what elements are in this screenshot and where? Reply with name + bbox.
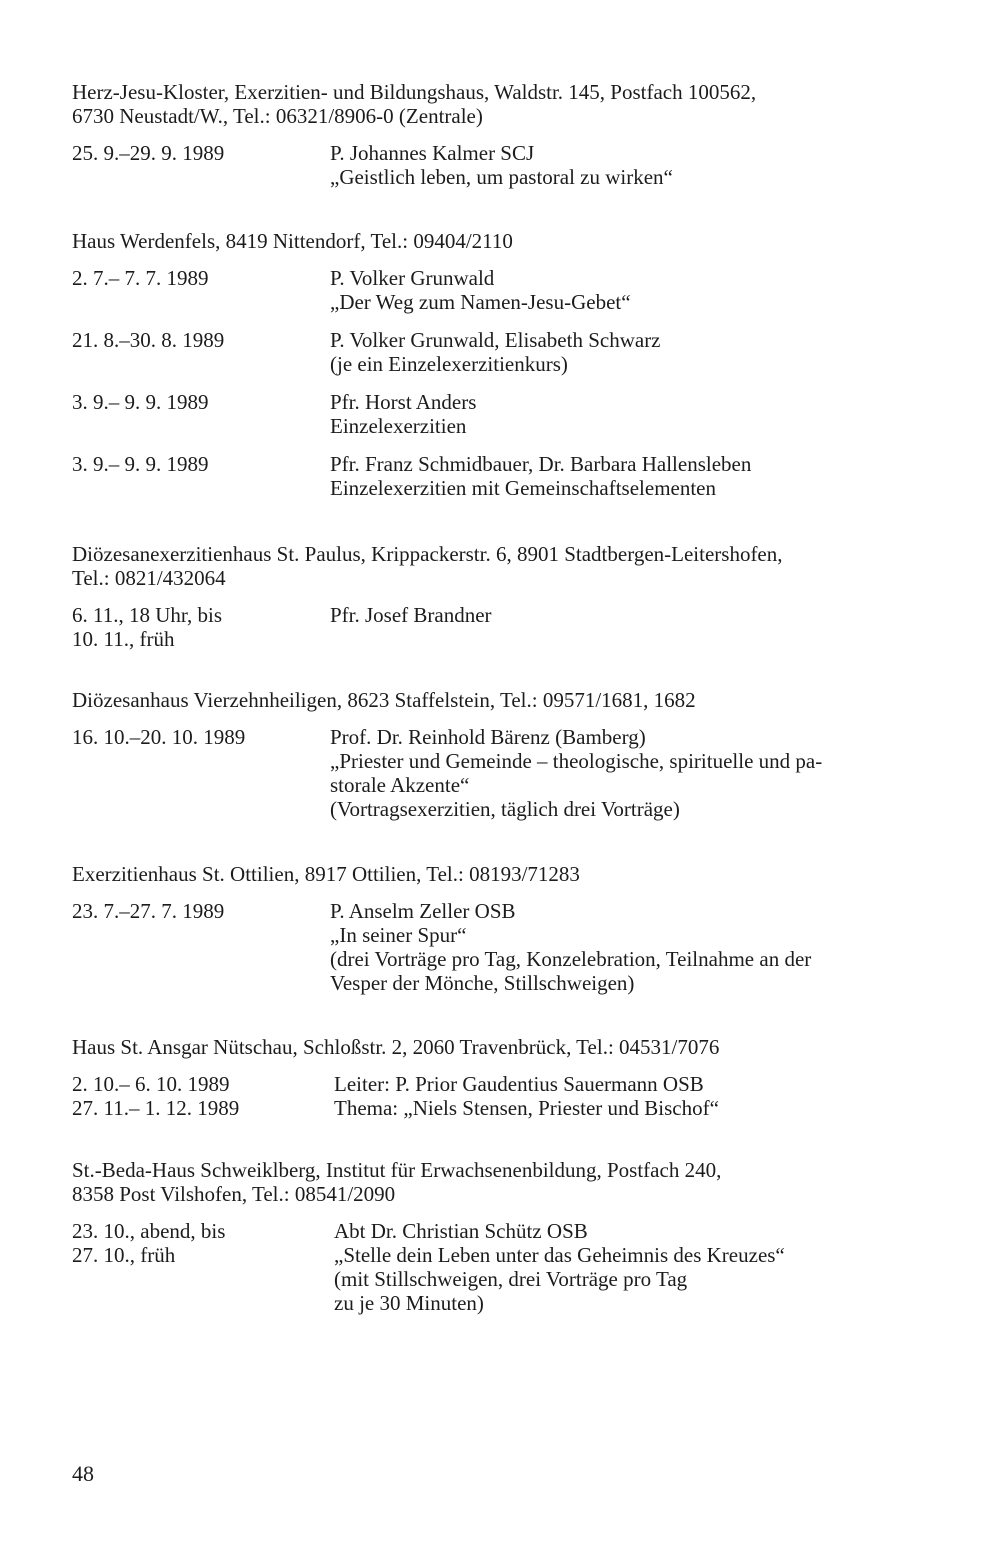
course-line: Pfr. Franz Schmidbauer, Dr. Barbara Hallensleben bbox=[330, 452, 752, 476]
section-heading: Diözesanhaus Vierzehnheiligen, 8623 Staffelstein, Tel.: 09571/1681, 1682 bbox=[72, 688, 696, 712]
course-details bbox=[334, 1072, 932, 1096]
section-st-beda-haus bbox=[72, 1158, 932, 1315]
section-heading: Diözesanexerzitienhaus St. Paulus, Krippackerstr. 6, 8901 Stadtbergen-Leitershofen, Tel.: 0821/432064 bbox=[72, 542, 783, 590]
section-heading: Herz-Jesu-Kloster, Exerzitien- und Bildungshaus, Waldstr. 145, Postfach 100562, 6730 Neustadt/W., Tel.: 06321/8906-0 (Zentrale) bbox=[72, 80, 757, 128]
course-line: Prof. Dr. Reinhold Bärenz (Bamberg) bbox=[330, 725, 646, 749]
course-details bbox=[330, 266, 932, 314]
page-number: 48 bbox=[72, 1461, 94, 1486]
section-st-ansgar bbox=[72, 1035, 932, 1120]
course-line: Vesper der Mönche, Stillschweigen) bbox=[330, 971, 635, 995]
course-date: 25. 9.–29. 9. 1989 bbox=[72, 141, 225, 165]
section-herz-jesu-kloster bbox=[72, 80, 932, 189]
course-details bbox=[330, 141, 932, 189]
course-details bbox=[334, 1096, 932, 1120]
course-entry bbox=[72, 725, 932, 821]
course-details bbox=[330, 899, 932, 995]
section-st-ottilien bbox=[72, 862, 932, 995]
course-date: 16. 10.–20. 10. 1989 bbox=[72, 725, 246, 749]
course-details bbox=[330, 328, 932, 376]
course-line: P. Volker Grunwald bbox=[330, 266, 495, 290]
course-line: (drei Vorträge pro Tag, Konzelebration, Teilnahme an der bbox=[330, 947, 812, 971]
course-line: storale Akzente“ bbox=[330, 773, 470, 797]
course-entry bbox=[72, 1096, 932, 1120]
course-entry bbox=[72, 328, 932, 376]
course-date: 6. 11., 18 Uhr, bis 10. 11., früh bbox=[72, 603, 223, 651]
course-date: 21. 8.–30. 8. 1989 bbox=[72, 328, 225, 352]
course-line: Thema: „Niels Stensen, Priester und Bischof“ bbox=[334, 1096, 719, 1120]
course-entry bbox=[72, 141, 932, 189]
course-line: „Der Weg zum Namen-Jesu-Gebet“ bbox=[330, 290, 631, 314]
course-date: 3. 9.– 9. 9. 1989 bbox=[72, 452, 209, 476]
course-entry bbox=[72, 1219, 932, 1315]
course-date: 23. 10., abend, bis 27. 10., früh bbox=[72, 1219, 226, 1267]
section-vierzehnheiligen bbox=[72, 688, 932, 821]
course-line: Leiter: P. Prior Gaudentius Sauermann OSB bbox=[334, 1072, 704, 1096]
course-date: 23. 7.–27. 7. 1989 bbox=[72, 899, 225, 923]
course-line: Einzelexerzitien bbox=[330, 414, 467, 438]
course-line: „Geistlich leben, um pastoral zu wirken“ bbox=[330, 165, 673, 189]
course-entry bbox=[72, 899, 932, 995]
course-line: P. Anselm Zeller OSB bbox=[330, 899, 516, 923]
course-line: Pfr. Horst Anders bbox=[330, 390, 477, 414]
course-line: P. Volker Grunwald, Elisabeth Schwarz bbox=[330, 328, 661, 352]
section-haus-werdenfels bbox=[72, 229, 932, 500]
section-st-paulus bbox=[72, 542, 932, 651]
section-heading: St.-Beda-Haus Schweiklberg, Institut für Erwachsenenbildung, Postfach 240, 8358 Post Vilshofen, Tel.: 08541/2090 bbox=[72, 1158, 722, 1206]
course-date: 27. 11.– 1. 12. 1989 bbox=[72, 1096, 240, 1120]
course-entry bbox=[72, 603, 932, 651]
course-entry bbox=[72, 1072, 932, 1096]
course-line: Pfr. Josef Brandner bbox=[330, 603, 492, 627]
course-line: Abt Dr. Christian Schütz OSB bbox=[334, 1219, 588, 1243]
course-date: 2. 7.– 7. 7. 1989 bbox=[72, 266, 209, 290]
course-entry bbox=[72, 266, 932, 314]
course-line: zu je 30 Minuten) bbox=[334, 1291, 484, 1315]
course-line: Einzelexerzitien mit Gemeinschaftselementen bbox=[330, 476, 716, 500]
course-entry bbox=[72, 452, 932, 500]
course-line: (Vortragsexerzitien, täglich drei Vorträge) bbox=[330, 797, 680, 821]
course-details bbox=[330, 452, 932, 500]
course-line: P. Johannes Kalmer SCJ bbox=[330, 141, 535, 165]
course-date: 2. 10.– 6. 10. 1989 bbox=[72, 1072, 230, 1096]
course-line: (mit Stillschweigen, drei Vorträge pro Tag bbox=[334, 1267, 688, 1291]
course-details bbox=[330, 603, 932, 627]
section-heading: Haus Werdenfels, 8419 Nittendorf, Tel.: 09404/2110 bbox=[72, 229, 513, 253]
course-details bbox=[330, 390, 932, 438]
section-heading: Exerzitienhaus St. Ottilien, 8917 Ottilien, Tel.: 08193/71283 bbox=[72, 862, 580, 886]
section-heading: Haus St. Ansgar Nütschau, Schloßstr. 2, 2060 Travenbrück, Tel.: 04531/7076 bbox=[72, 1035, 720, 1059]
course-line: „Stelle dein Leben unter das Geheimnis des Kreuzes“ bbox=[334, 1243, 785, 1267]
course-line: „Priester und Gemeinde – theologische, spirituelle und pa- bbox=[330, 749, 823, 773]
course-line: „In seiner Spur“ bbox=[330, 923, 467, 947]
course-details bbox=[330, 725, 932, 821]
course-details bbox=[334, 1219, 932, 1315]
course-entry bbox=[72, 390, 932, 438]
course-date: 3. 9.– 9. 9. 1989 bbox=[72, 390, 209, 414]
course-line: (je ein Einzelexerzitienkurs) bbox=[330, 352, 568, 376]
